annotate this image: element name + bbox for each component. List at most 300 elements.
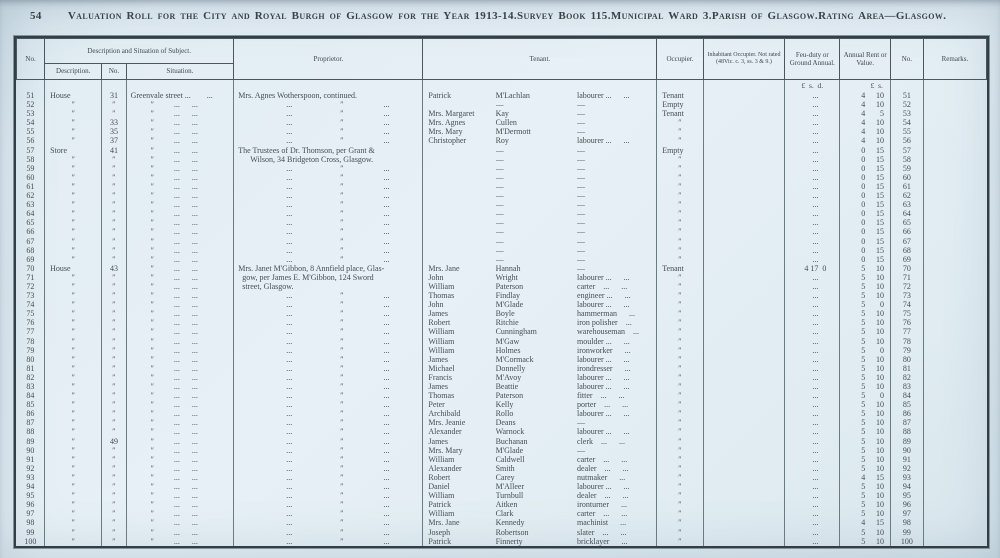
cell-proprietor: gow, per James E. M'Gibbon, 124 Sword xyxy=(234,273,423,282)
cell-inhabitant-occupier xyxy=(703,327,784,336)
cell-inhabitant-occupier xyxy=(703,136,784,145)
cell-annual-rent xyxy=(840,509,890,518)
cell-no: 89 xyxy=(26,436,35,446)
cell-proprietor: The Trustees of Dr. Thomson, per Grant & xyxy=(234,146,423,155)
cell-description: ″ xyxy=(45,227,102,236)
rent-shillings: 10 xyxy=(875,409,884,419)
cell-situation: ″ ... ... xyxy=(126,528,234,537)
cell-annual-rent xyxy=(840,218,890,227)
tenant-surname: M'Dermott xyxy=(495,127,531,137)
cell-tenant xyxy=(423,118,657,127)
cell-feu-duty: ... xyxy=(785,364,840,373)
cell-situation: ″ ... ... xyxy=(126,309,234,318)
cell-house-no: ″ xyxy=(102,409,126,418)
cell-inhabitant-occupier xyxy=(703,91,784,100)
table-row xyxy=(17,409,987,418)
cell-no-right: 86 xyxy=(890,409,923,418)
cell-description: ″ xyxy=(45,500,102,509)
cell-inhabitant-occupier xyxy=(703,255,784,264)
cell-house-no: ″ xyxy=(102,100,126,109)
cell-no-right: 59 xyxy=(890,164,923,173)
cell-situation: ″ ... ... xyxy=(126,482,234,491)
tenant-forename xyxy=(423,146,495,155)
cell-situation: ″ ... ... xyxy=(126,437,234,446)
cell-inhabitant-occupier xyxy=(703,264,784,273)
cell-proprietor: ... ″ ... xyxy=(234,418,423,427)
cell-house-no: 35 xyxy=(102,127,126,136)
tenant-forename: William xyxy=(428,491,455,501)
cell-feu-duty: ... xyxy=(785,173,840,182)
cell-no-right: 99 xyxy=(890,528,923,537)
cell-proprietor: ... ″ ... xyxy=(234,100,423,109)
table-row xyxy=(17,473,987,482)
rent-pounds: 5 xyxy=(861,536,866,546)
cell-tenant xyxy=(423,227,657,236)
cell-house-no: ″ xyxy=(102,273,126,282)
col-header-no: No. xyxy=(17,39,45,80)
cell-inhabitant-occupier xyxy=(703,400,784,409)
cell-remarks xyxy=(923,164,986,173)
cell-proprietor: ... ″ ... xyxy=(234,246,423,255)
cell-proprietor: ... ″ ... xyxy=(234,364,423,373)
tenant-surname: Smith xyxy=(495,463,515,473)
table-row xyxy=(17,464,987,473)
cell-remarks xyxy=(923,418,986,427)
rent-pounds: 0 xyxy=(861,163,866,173)
cell-occupier: ″ xyxy=(657,509,704,518)
cell-feu-duty: ... xyxy=(785,227,840,236)
cell-occupier: ″ xyxy=(657,182,704,191)
cell-tenant xyxy=(423,509,657,518)
tenant-forename: Mrs. Mary xyxy=(428,127,463,137)
cell-no-right: 75 xyxy=(890,309,923,318)
cell-no-right: 93 xyxy=(890,473,923,482)
tenant-forename: Peter xyxy=(428,400,445,410)
cell-feu-duty: ... xyxy=(785,500,840,509)
cell-no: 66 xyxy=(26,227,35,237)
cell-remarks xyxy=(923,337,986,346)
cell-house-no: ″ xyxy=(102,464,126,473)
cell-tenant xyxy=(423,273,657,282)
cell-description: ″ xyxy=(45,109,102,118)
cell-remarks xyxy=(923,355,986,364)
cell-tenant xyxy=(423,237,657,246)
units-inhabitant xyxy=(703,80,784,92)
cell-remarks xyxy=(923,537,986,546)
tenant-forename: Robert xyxy=(428,318,451,328)
tenant-surname: Rollo xyxy=(495,409,514,419)
cell-tenant xyxy=(423,455,657,464)
cell-inhabitant-occupier xyxy=(703,427,784,436)
tenant-surname: — xyxy=(495,191,504,201)
cell-remarks xyxy=(923,455,986,464)
cell-no: 78 xyxy=(26,336,35,346)
tenant-occupation: — xyxy=(577,100,586,110)
table-row xyxy=(17,455,987,464)
cell-no: 87 xyxy=(26,418,35,428)
cell-proprietor: ... ″ ... xyxy=(234,255,423,264)
table-row xyxy=(17,273,987,282)
cell-proprietor: ... ″ ... xyxy=(234,482,423,491)
cell-annual-rent xyxy=(840,227,890,236)
cell-description: ″ xyxy=(45,446,102,455)
cell-occupier: ″ xyxy=(657,237,704,246)
cell-annual-rent xyxy=(840,100,890,109)
table-row xyxy=(17,155,987,164)
rent-pounds: 5 xyxy=(861,281,866,291)
cell-remarks xyxy=(923,500,986,509)
cell-no: 57 xyxy=(26,145,35,155)
cell-occupier: ″ xyxy=(657,346,704,355)
cell-no: 99 xyxy=(26,527,35,537)
units-no-right xyxy=(890,80,923,92)
table-row xyxy=(17,427,987,436)
cell-situation: ″ ... ... xyxy=(126,337,234,346)
tenant-surname: M'Glade xyxy=(495,445,524,455)
rent-shillings: 10 xyxy=(875,354,884,364)
cell-no-right: 94 xyxy=(890,482,923,491)
col-header-remarks: Remarks. xyxy=(923,39,986,80)
tenant-occupation: — xyxy=(577,254,586,264)
cell-inhabitant-occupier xyxy=(703,118,784,127)
rent-shillings: 10 xyxy=(875,445,884,455)
cell-tenant xyxy=(423,327,657,336)
cell-feu-duty: ... xyxy=(785,491,840,500)
cell-no-right: 61 xyxy=(890,182,923,191)
cell-remarks xyxy=(923,491,986,500)
table-row xyxy=(17,227,987,236)
tenant-forename xyxy=(423,155,495,164)
cell-no-right: 71 xyxy=(890,273,923,282)
cell-annual-rent xyxy=(840,318,890,327)
cell-house-no: ″ xyxy=(102,491,126,500)
table-row xyxy=(17,109,987,118)
tenant-forename: James xyxy=(428,382,448,391)
cell-proprietor: ... ″ ... xyxy=(234,237,423,246)
cell-house-no: ″ xyxy=(102,427,126,436)
cell-annual-rent xyxy=(840,246,890,255)
tenant-surname: Aitken xyxy=(495,500,518,510)
cell-no: 59 xyxy=(26,163,35,173)
cell-inhabitant-occupier xyxy=(703,382,784,391)
cell-feu-duty: ... xyxy=(785,473,840,482)
rent-pounds: 5 xyxy=(861,463,866,473)
tenant-forename xyxy=(423,218,495,227)
cell-no: 70 xyxy=(26,263,35,273)
tenant-surname: Paterson xyxy=(495,391,524,401)
col-header-description: Description. xyxy=(45,64,102,80)
cell-no: 97 xyxy=(26,509,35,519)
tenant-occupation: labourer ... ... xyxy=(577,300,630,310)
rent-pounds: 5 xyxy=(861,509,866,519)
units-annual-rent: £ s. xyxy=(840,80,890,92)
cell-house-no: ″ xyxy=(102,246,126,255)
tenant-surname: — xyxy=(495,209,504,219)
cell-tenant xyxy=(423,427,657,436)
cell-description: ″ xyxy=(45,427,102,436)
rent-pounds: 4 xyxy=(861,91,866,100)
cell-house-no: 33 xyxy=(102,118,126,127)
cell-feu-duty: ... xyxy=(785,127,840,136)
rent-pounds: 0 xyxy=(861,181,866,191)
cell-remarks xyxy=(923,127,986,136)
rent-shillings: 10 xyxy=(875,536,884,546)
cell-no: 84 xyxy=(26,391,35,401)
cell-annual-rent xyxy=(840,355,890,364)
cell-inhabitant-occupier xyxy=(703,209,784,218)
cell-remarks xyxy=(923,136,986,145)
tenant-forename: William xyxy=(428,345,455,355)
tenant-occupation: clerk ... ... xyxy=(577,436,626,446)
cell-situation: ″ ... ... xyxy=(126,346,234,355)
tenant-surname: Finnerty xyxy=(495,536,523,546)
cell-remarks xyxy=(923,518,986,527)
rent-pounds: 0 xyxy=(861,236,866,246)
rent-pounds: 5 xyxy=(861,482,866,492)
cell-remarks xyxy=(923,382,986,391)
cell-inhabitant-occupier xyxy=(703,200,784,209)
cell-proprietor: ... ″ ... xyxy=(234,528,423,537)
cell-inhabitant-occupier xyxy=(703,291,784,300)
cell-tenant xyxy=(423,337,657,346)
cell-occupier: ″ xyxy=(657,382,704,391)
rent-pounds: 5 xyxy=(861,527,866,537)
units-situation xyxy=(126,80,234,92)
cell-tenant xyxy=(423,255,657,264)
cell-feu-duty: ... xyxy=(785,455,840,464)
cell-house-no: ″ xyxy=(102,500,126,509)
table-row xyxy=(17,337,987,346)
cell-no: 90 xyxy=(26,445,35,455)
cell-house-no: 31 xyxy=(102,91,126,100)
cell-proprietor: ... ″ ... xyxy=(234,227,423,236)
tenant-occupation: porter ... ... xyxy=(577,400,629,410)
cell-remarks xyxy=(923,146,986,155)
cell-feu-duty: ... xyxy=(785,537,840,546)
cell-inhabitant-occupier xyxy=(703,237,784,246)
cell-proprietor: ... ″ ... xyxy=(234,409,423,418)
tenant-occupation: — xyxy=(577,191,586,201)
rent-shillings: 10 xyxy=(875,281,884,291)
cell-no-right: 65 xyxy=(890,218,923,227)
tenant-forename: Patrick xyxy=(428,91,452,100)
cell-tenant xyxy=(423,155,657,164)
cell-no-right: 95 xyxy=(890,491,923,500)
cell-annual-rent xyxy=(840,346,890,355)
cell-annual-rent xyxy=(840,391,890,400)
table-row xyxy=(17,509,987,518)
cell-annual-rent xyxy=(840,364,890,373)
cell-annual-rent xyxy=(840,500,890,509)
tenant-forename: James xyxy=(428,309,448,319)
tenant-forename xyxy=(423,255,495,264)
tenant-surname: Clark xyxy=(495,509,514,519)
cell-house-no: ″ xyxy=(102,318,126,327)
rent-shillings: 15 xyxy=(875,218,884,228)
cell-situation: ″ ... ... xyxy=(126,191,234,200)
cell-tenant xyxy=(423,518,657,527)
cell-feu-duty: ... xyxy=(785,518,840,527)
cell-remarks xyxy=(923,218,986,227)
cell-no: 83 xyxy=(26,382,35,391)
cell-inhabitant-occupier xyxy=(703,346,784,355)
cell-annual-rent xyxy=(840,418,890,427)
tenant-forename xyxy=(423,246,495,255)
cell-inhabitant-occupier xyxy=(703,446,784,455)
tenant-surname: Kennedy xyxy=(495,518,525,528)
rent-pounds: 0 xyxy=(861,200,866,210)
tenant-surname: M'Avoy xyxy=(495,372,522,382)
tenant-forename: Patrick xyxy=(428,500,452,510)
tenant-occupation: hammerman ... xyxy=(577,309,636,319)
cell-tenant xyxy=(423,218,657,227)
rent-shillings: 10 xyxy=(875,527,884,537)
tenant-occupation: engineer ... ... xyxy=(577,291,631,301)
cell-feu-duty: ... xyxy=(785,373,840,382)
cell-situation: ″ ... ... xyxy=(126,200,234,209)
cell-situation: ″ ... ... xyxy=(126,146,234,155)
cell-no: 65 xyxy=(26,218,35,228)
cell-tenant xyxy=(423,473,657,482)
tenant-forename: Mrs. Jeanie xyxy=(428,418,466,428)
cell-no-right: 57 xyxy=(890,146,923,155)
valuation-table xyxy=(16,38,987,546)
cell-proprietor: ... ″ ... xyxy=(234,427,423,436)
cell-annual-rent xyxy=(840,337,890,346)
cell-inhabitant-occupier xyxy=(703,318,784,327)
tenant-occupation: — xyxy=(577,445,586,455)
rent-shillings: 10 xyxy=(875,509,884,519)
table-row xyxy=(17,391,987,400)
cell-proprietor: ... ″ ... xyxy=(234,182,423,191)
rent-shillings: 5 xyxy=(879,109,884,119)
municipal-ward-label: Municipal Ward 3. xyxy=(610,10,712,22)
cell-description: ″ xyxy=(45,164,102,173)
tenant-surname: Donnelly xyxy=(495,363,526,373)
cell-inhabitant-occupier xyxy=(703,373,784,382)
tenant-occupation: — xyxy=(577,200,586,210)
cell-no: 51 xyxy=(26,91,35,100)
cell-inhabitant-occupier xyxy=(703,482,784,491)
cell-no-right: 84 xyxy=(890,391,923,400)
cell-remarks xyxy=(923,318,986,327)
cell-remarks xyxy=(923,373,986,382)
cell-description: ″ xyxy=(45,237,102,246)
cell-proprietor: ... ″ ... xyxy=(234,291,423,300)
cell-no-right: 81 xyxy=(890,364,923,373)
cell-no-right: 52 xyxy=(890,100,923,109)
table-row xyxy=(17,373,987,382)
parish-label: Parish of Glasgow. xyxy=(711,10,819,22)
cell-proprietor: ... ″ ... xyxy=(234,500,423,509)
col-header-house-no: No. xyxy=(102,64,126,80)
cell-feu-duty: ... xyxy=(785,255,840,264)
rent-pounds: 5 xyxy=(861,391,866,401)
tenant-forename xyxy=(423,237,495,246)
cell-proprietor: ... ″ ... xyxy=(234,200,423,209)
tenant-surname: — xyxy=(495,181,504,191)
tenant-forename: John xyxy=(428,300,444,310)
cell-no-right: 64 xyxy=(890,209,923,218)
cell-house-no: ″ xyxy=(102,355,126,364)
cell-feu-duty: ... xyxy=(785,482,840,491)
rent-shillings: 10 xyxy=(875,327,884,337)
cell-description: ″ xyxy=(45,273,102,282)
rent-shillings: 15 xyxy=(875,154,884,164)
cell-inhabitant-occupier xyxy=(703,473,784,482)
cell-proprietor: Wilson, 34 Bridgeton Cross, Glasgow. xyxy=(234,155,423,164)
table-rows xyxy=(17,91,987,546)
cell-remarks xyxy=(923,209,986,218)
cell-occupier: ″ xyxy=(657,273,704,282)
rent-shillings: 10 xyxy=(875,263,884,273)
cell-description: ″ xyxy=(45,255,102,264)
tenant-occupation: labourer ... ... xyxy=(577,427,630,437)
cell-feu-duty: ... xyxy=(785,118,840,127)
cell-feu-duty: ... xyxy=(785,146,840,155)
cell-no-right: 58 xyxy=(890,155,923,164)
rent-shillings: 15 xyxy=(875,200,884,210)
cell-occupier: ″ xyxy=(657,300,704,309)
cell-feu-duty: ... xyxy=(785,509,840,518)
tenant-surname: — xyxy=(495,163,504,173)
table-row xyxy=(17,182,987,191)
table-row xyxy=(17,91,987,100)
cell-house-no: ″ xyxy=(102,346,126,355)
tenant-surname: Turnbull xyxy=(495,491,524,501)
cell-house-no: 41 xyxy=(102,146,126,155)
cell-house-no: ″ xyxy=(102,237,126,246)
table-row xyxy=(17,327,987,336)
cell-inhabitant-occupier xyxy=(703,537,784,546)
cell-proprietor: Mrs. Janet M'Gibbon, 8 Annfield place, Glas- xyxy=(234,264,423,273)
cell-proprietor: ... ″ ... xyxy=(234,346,423,355)
cell-occupier: ″ xyxy=(657,500,704,509)
cell-occupier: ″ xyxy=(657,446,704,455)
cell-situation: ″ ... ... xyxy=(126,473,234,482)
cell-situation: ″ ... ... xyxy=(126,237,234,246)
cell-occupier: ″ xyxy=(657,464,704,473)
rent-pounds: 4 xyxy=(861,118,866,128)
cell-tenant xyxy=(423,282,657,291)
tenant-occupation: labourer ... ... xyxy=(577,482,630,492)
tenant-occupation: — xyxy=(577,209,586,219)
cell-proprietor: ... ″ ... xyxy=(234,127,423,136)
cell-situation: ″ ... ... xyxy=(126,164,234,173)
units-feu-duty: £ s. d. xyxy=(785,80,840,92)
cell-house-no: ″ xyxy=(102,373,126,382)
cell-inhabitant-occupier xyxy=(703,246,784,255)
cell-no: 100 xyxy=(24,536,37,546)
cell-no: 79 xyxy=(26,345,35,355)
cell-tenant xyxy=(423,346,657,355)
col-header-tenant: Tenant. xyxy=(423,39,657,80)
cell-annual-rent xyxy=(840,491,890,500)
table-row xyxy=(17,127,987,136)
table-row xyxy=(17,346,987,355)
table-row xyxy=(17,518,987,527)
cell-inhabitant-occupier xyxy=(703,273,784,282)
cell-feu-duty: ... xyxy=(785,528,840,537)
col-header-feu-duty: Feu-duty or Ground Annual. xyxy=(785,39,840,80)
cell-no: 91 xyxy=(26,454,35,464)
cell-annual-rent xyxy=(840,91,890,100)
cell-occupier: ″ xyxy=(657,200,704,209)
rent-pounds: 5 xyxy=(861,327,866,337)
cell-tenant xyxy=(423,418,657,427)
tenant-surname: Findlay xyxy=(495,291,521,301)
rent-shillings: 15 xyxy=(875,181,884,191)
